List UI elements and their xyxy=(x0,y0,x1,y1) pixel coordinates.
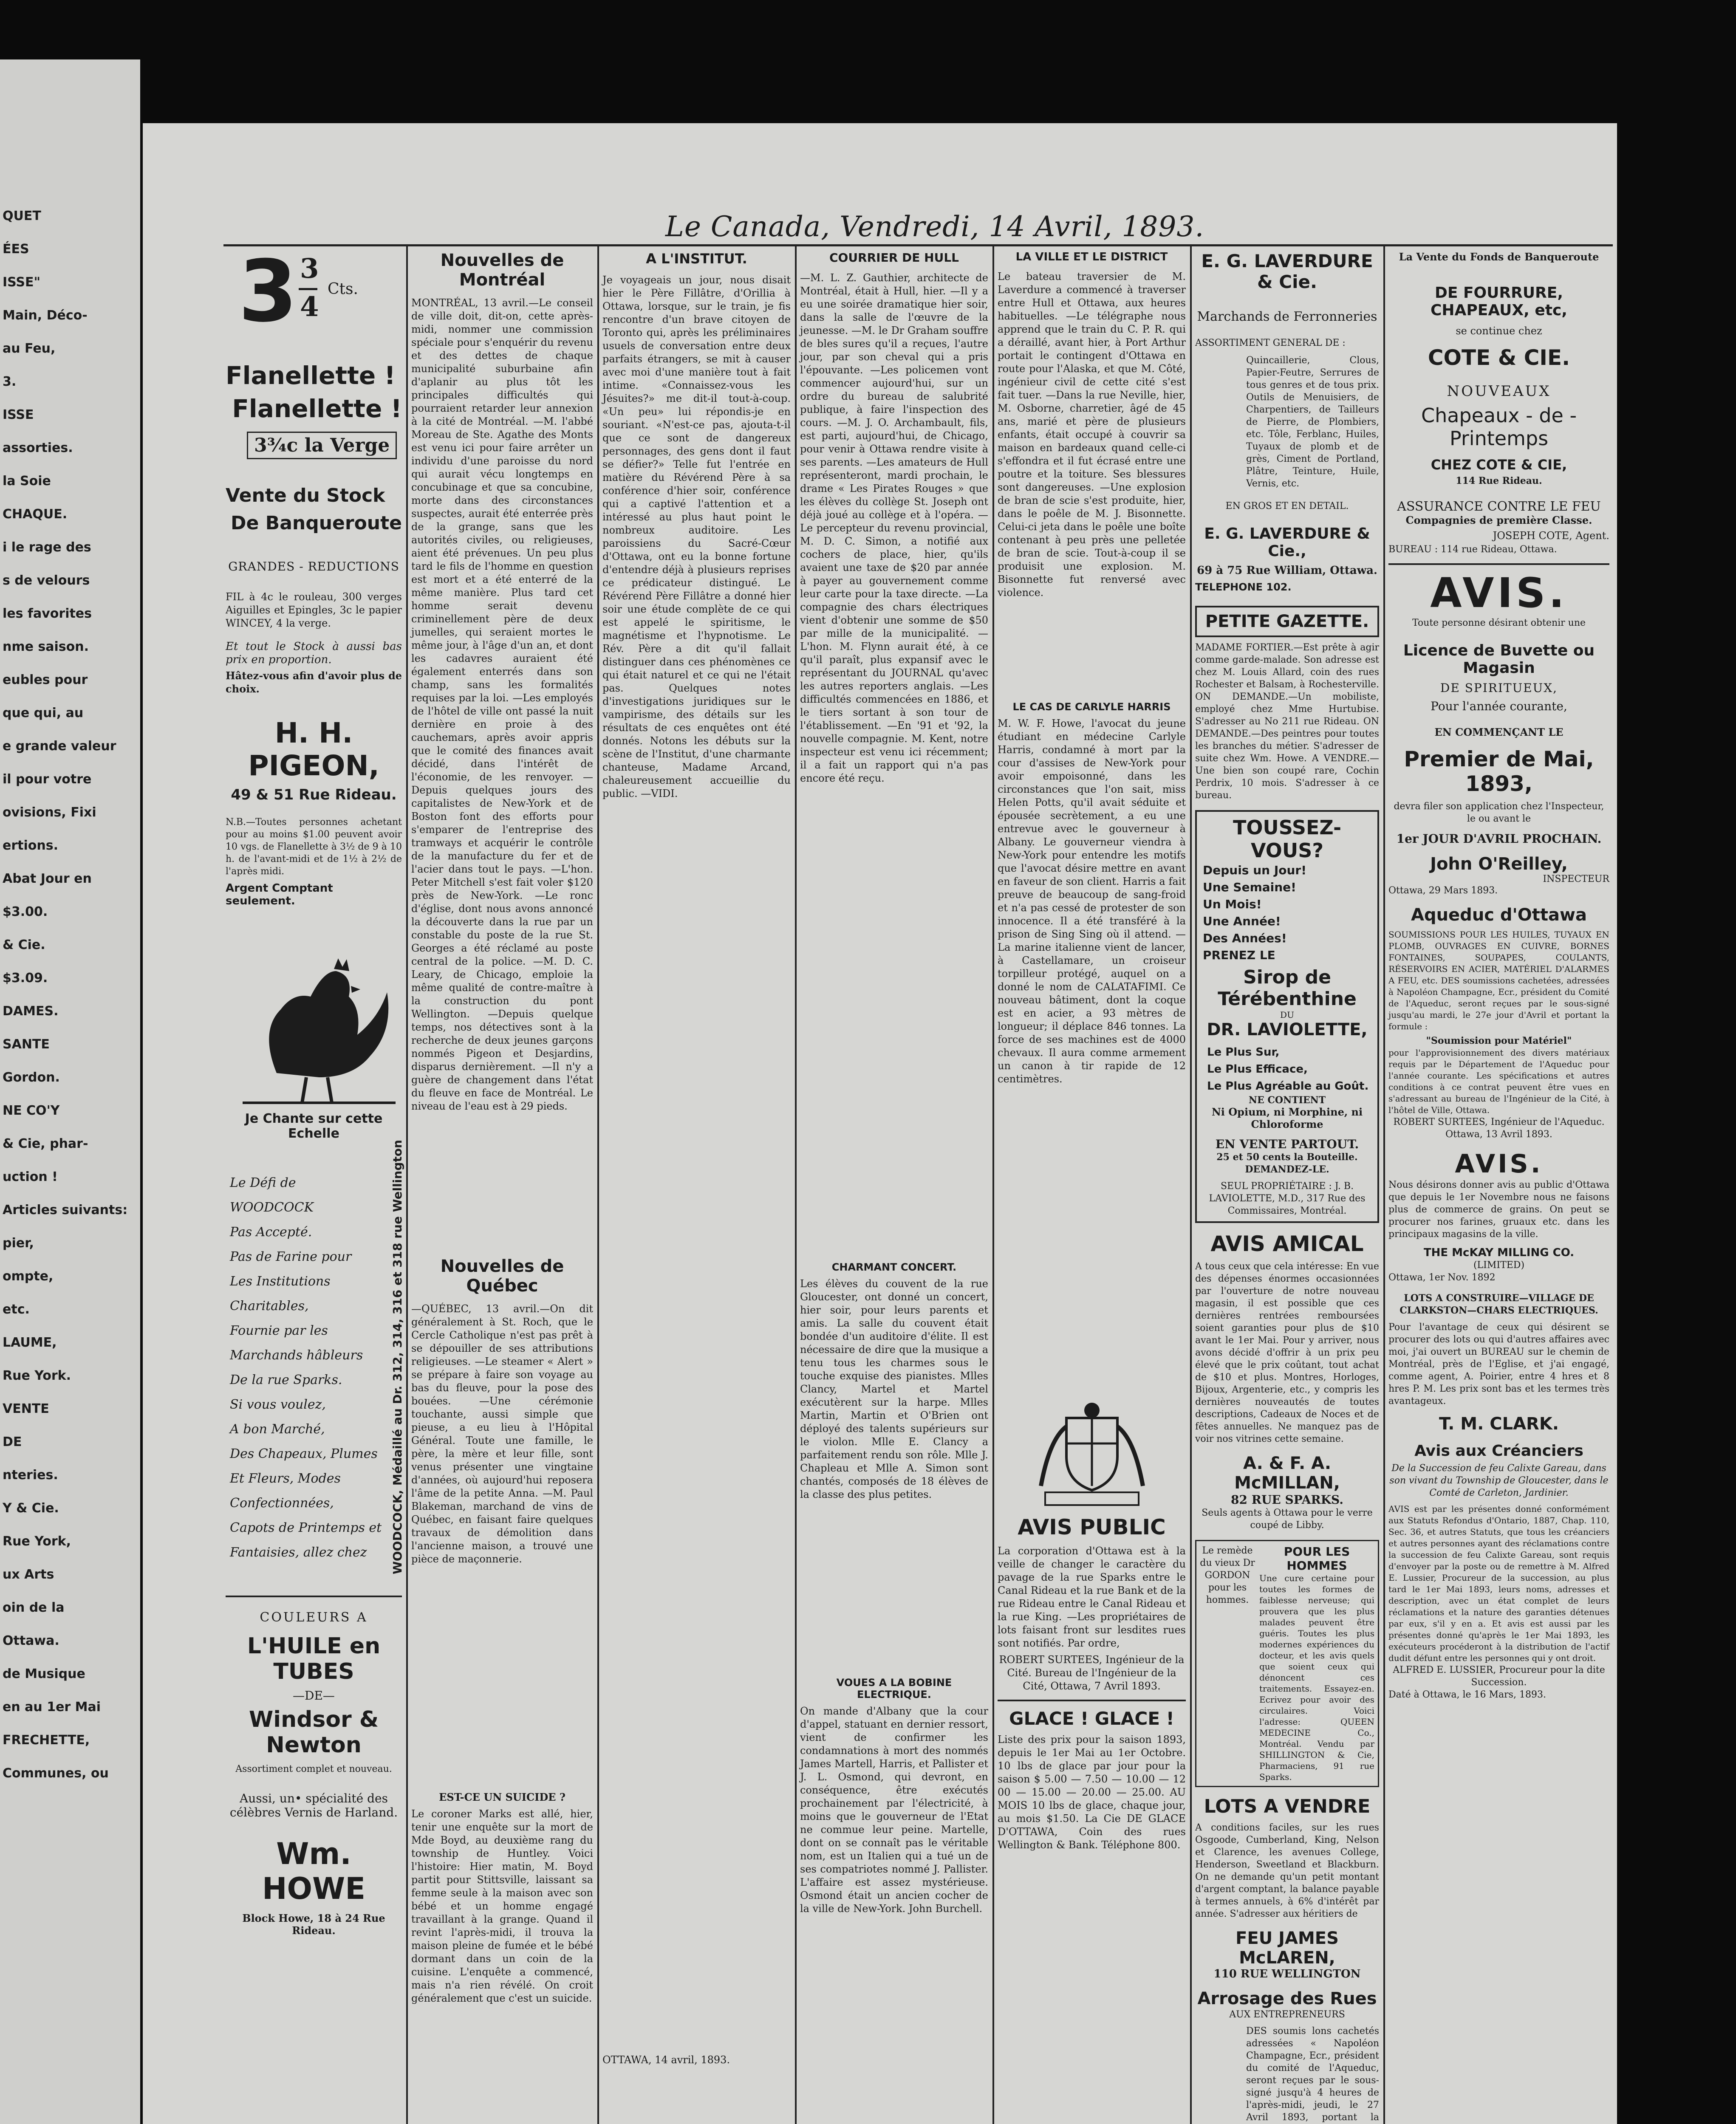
strip-line: Main, Déco- xyxy=(3,308,88,323)
mcmillan-addr: 82 RUE SPARKS. xyxy=(1230,1493,1344,1507)
assortment: Assortiment complet et nouveau. xyxy=(235,1764,392,1774)
lots-body: A conditions faciles, sur les rues Osgoode, Cumberland, King, Nelson et Clarence, les avenues College, Henderson, Sweetland et Blackburn. On ne demande qu'un petit montant d'argent comptant, la balance payable à termes annuels, à 6% d'intérêt par année. S'adresser aux héritiers de xyxy=(1195,1822,1379,1919)
oreilley: John O'Reilley, xyxy=(1430,854,1568,874)
de-label: —DE— xyxy=(293,1689,335,1703)
strip-line: DE xyxy=(3,1435,22,1449)
windsor-newton: Windsor & Newton xyxy=(249,1707,379,1758)
strip-line: Articles suivants: xyxy=(3,1203,128,1217)
merchant-address: 49 & 51 Rue Rideau. xyxy=(231,786,397,803)
strip-line: CHAQUE. xyxy=(3,507,68,522)
commencant: EN COMMENÇANT LE xyxy=(1434,726,1564,738)
quality-line: Le Plus Sur, xyxy=(1207,1046,1280,1059)
du-label: DU xyxy=(1280,1010,1294,1020)
ville-body: Le bateau traversier de M. Laverdure a commencé à traverser entre Hull et Ottawa, aux heures habituelles. —Le télégraphe nous apprend que le train du C. P. R. qui a déraillé, avant hier, à Port Arthur portait le contingent d'Ottawa en route pour l'Alaska, et que M. Côté, ingénieur civil de cette cité s'est fait tuer. —Dans la rue Neville, hier, M. Osborne, charretier, âgé de 45 ans, marié et père de plusieurs enfants, était occupé à couvrir sa maison en bardeaux quand celle-ci s'effondra et il fut écrasé entre une poutre et la toiture. Ses blessures sont dangereuses. —Une explosion de bran de scie s'est produite, hier, dans le poêle de M. J. Bisonnette. Celui-ci jeta dans le poêle une boîte contenant à peu près une pelletée de bran de scie. Tout-à-coup il se produisit une explosion. M. Bisonnette fut renversé avec violence. xyxy=(998,271,1186,599)
ne-contient: NE CONTIENT xyxy=(1248,1095,1326,1106)
strip-line: pier, xyxy=(3,1236,34,1251)
strip-line: LAUME, xyxy=(3,1335,57,1350)
per-yard: 3¾c la Verge xyxy=(247,432,397,459)
masthead-rule xyxy=(223,244,1613,246)
column-4-hull xyxy=(800,251,988,2124)
column-6-ads xyxy=(1195,251,1379,2124)
column-2-news xyxy=(411,251,593,2124)
arrosage-title: Arrosage des Rues xyxy=(1197,1989,1377,2008)
toussez-line: Un Mois! xyxy=(1203,897,1262,911)
strip-line: QUET xyxy=(3,209,41,223)
strip-line: & Cie, phar- xyxy=(3,1136,88,1151)
doctor-name: DR. LAVIOLETTE, xyxy=(1207,1020,1368,1039)
woodcock-line: Pas de Farine pour xyxy=(230,1249,352,1264)
no-opium: Ni Opium, ni Morphine, ni Chloroforme xyxy=(1211,1106,1363,1130)
strip-line: ÉES xyxy=(3,242,29,257)
woodcock-line: Si vous voulez, xyxy=(230,1397,326,1412)
strip-line: etc. xyxy=(3,1302,30,1317)
column-rule xyxy=(1383,246,1385,2124)
vente-partout: EN VENTE PARTOUT. xyxy=(1215,1137,1359,1151)
mckay-limited: (LIMITED) xyxy=(1473,1260,1525,1271)
annee-courante: Pour l'année courante, xyxy=(1431,699,1567,713)
fil-prices: FIL à 4c le rouleau, 300 verges Aiguilles et Epingles, 3c le papier WINCEY, 4 la verge. xyxy=(226,591,402,629)
aqueduc-title: Aqueduc d'Ottawa xyxy=(1411,905,1587,925)
toussez-line: Une Semaine! xyxy=(1203,880,1296,894)
strip-line: Ottawa. xyxy=(3,1633,59,1648)
price-ad xyxy=(226,242,402,348)
flanellette-2: Flanellette ! xyxy=(232,394,402,423)
oreilley-date: Ottawa, 29 Mars 1893. xyxy=(1388,885,1498,896)
concert-title: CHARMANT CONCERT. xyxy=(831,1261,957,1273)
strip-line: VENTE xyxy=(3,1401,49,1416)
couleurs: COULEURS A xyxy=(260,1610,368,1625)
woodcock-line: Les Institutions xyxy=(230,1274,331,1289)
hommes-left: Le remède du vieux Dr GORDON pour les hommes. xyxy=(1200,1545,1255,1605)
quality-line: Le Plus Efficace, xyxy=(1207,1063,1308,1076)
column-rule xyxy=(992,246,994,2124)
chapeaux: Chapeaux - de - Printemps xyxy=(1421,404,1577,450)
amical-body: A tous ceux que cela intéresse: En vue des dépenses énormes occasionnées par l'ouverture de notre nouveau magasin, il est possible que ces dernières rentrées remboursées soient garanties pour plus de $10 avant le 1er Mai. Pour y arriver, nous avons décidé d'offrir à un prix peu élevé que le prix coûtant, tout achat de $10 et plus. Montres, Horloges, Bijoux, Argenterie, etc., y compris les dernières nouveautés de toutes descriptions, Cadeaux de Noces et de fêtes annuelles. Ne manquez pas de voir nos vitrines cette semaine. xyxy=(1195,1261,1379,1444)
woodcock-line: Et Fleurs, Modes xyxy=(230,1471,341,1486)
concert-body: Les élèves du couvent de la rue Gloucester, ont donné un concert, hier soir, pour leurs parents et amis. La salle du couvent était bondée d'un auditoire d'élite. Il est nécessaire de dire que la musique a tenu tous les charmes sous le touche exquise des pianistes. Mlles Clancy, Martel et Martel exécutèrent sur la harpe. Mlles Martin, Martin et O'Brien ont déployé des talents supérieurs sur le violon. Mlle E. Clancy a parfaitement rendu son rôle. Mlle J. Chapleau et Mlle A. Simon sont chantés, composés de 18 élèves de la classe des plus petites. xyxy=(800,1278,988,1500)
gazette-title: PETITE GAZETTE. xyxy=(1205,612,1369,631)
merchant-name: H. H. PIGEON, xyxy=(248,717,379,782)
strip-line: $3.00. xyxy=(3,904,48,919)
previous-page-strip xyxy=(0,59,140,2124)
divider xyxy=(998,1700,1186,1701)
quality-line: Le Plus Agréable au Goût. xyxy=(1207,1080,1369,1093)
de-banqueroute: De Banqueroute xyxy=(230,512,402,534)
bobine-title: VOUES A LA BOBINE ELECTRIQUE. xyxy=(836,1677,952,1700)
clark-name: T. M. CLARK. xyxy=(1439,1414,1559,1434)
woodcock-line: Fantaisies, allez chez xyxy=(230,1545,367,1560)
arrosage-body: DES soumis lons cachetés adressées « Napoléon Champagne, Ecr., président du comité de l'Aqueduc, seront reçues par le sous-signé jusqu'à 4 heures de l'après-midi, jeudi, le 27 Avril 1893, portant la xyxy=(1246,2026,1379,2123)
woodcock-line: Des Chapeaux, Plumes xyxy=(230,1446,378,1461)
mcmillan-name: A. & F. A. McMILLAN, xyxy=(1234,1454,1340,1493)
laverdure-title: E. G. LAVERDURE & Cie. xyxy=(1201,251,1373,292)
lussier-date: Daté à Ottawa, le 16 Mars, 1893. xyxy=(1388,1689,1546,1700)
bureau: BUREAU : 114 rue Rideau, Ottawa. xyxy=(1388,544,1557,555)
clark-body: Pour l'avantage de ceux qui désirent se procurer des lots ou qui d'autres affaires avec moi, j'ai ouvert un BUREAU sur le chemin de Montréal, près de l'Eglise, et j'ai engagé, comme agent, A. Poirier, entre 4 hres et 8 hres P. M. Les prix sont bas et les termes très avantageux. xyxy=(1388,1322,1609,1407)
nouveaux: NOUVEAUX xyxy=(1447,383,1551,400)
aqueduc-sign: ROBERT SURTEES, Ingénieur de l'Aqueduc. Ottawa, 13 Avril 1893. xyxy=(1393,1117,1605,1140)
strip-line: SANTE xyxy=(3,1037,50,1052)
mckay: THE McKAY MILLING CO. xyxy=(1423,1246,1575,1259)
strip-line: oin de la xyxy=(3,1600,65,1615)
woodcock-line: A bon Marché, xyxy=(230,1422,325,1437)
laverdure-sub: Marchands de Ferronneries xyxy=(1197,309,1377,324)
devra: devra filer son application chez l'Inspecteur, le ou avant le xyxy=(1394,801,1604,824)
mclaren-name: FEU JAMES McLAREN, xyxy=(1236,1929,1339,1968)
price-numerator: 3 xyxy=(300,253,319,285)
avis-public-body: La corporation d'Ottawa est à la veille de changer le caractère du pavage de la rue Sparks entre le Canal Rideau et la rue Bank et de la rue Rideau entre le Canal Rideau et la rue King. —Les propriétaires de lots faisant front sur lesdites rues sont notifiés. Par ordre, xyxy=(998,1545,1186,1649)
aqueduc-body: SOUMISSIONS POUR LES HUILES, TUYAUX EN PLOMB, OUVRAGES EN CUIVRE, BORNES FONTAINES, SOUPAPES, COULANTS, RÉSERVOIRS EN ACIER, MATÉRIEL D'ALARMES A FEU, etc. DES soumissions cachetées, adressées à Napoléon Champagne, Ecr., président du Comité de l'Aqueduc, seront reçues par le sous-signé jusqu'au mardi, le 27e jour d'Avril et portant la formule : xyxy=(1388,929,1609,1031)
strip-line: 3. xyxy=(3,374,17,389)
inspecteur: INSPECTEUR xyxy=(1543,874,1609,884)
creanciers-sub: De la Succession de feu Calixte Gareau, dans son vivant du Township de Gloucester, dans le Comté de Carleton, Jardinier. xyxy=(1389,1463,1609,1498)
fonds-label: La Vente du Fonds de Banqueroute xyxy=(1399,251,1599,263)
lots-title: LOTS A VENDRE xyxy=(1204,1796,1371,1817)
hatez: Hâtez-vous afin d'avoir plus de choix. xyxy=(226,669,402,695)
qualities xyxy=(1203,1044,1371,1095)
hommes-ad xyxy=(1195,1540,1379,1787)
telephone: TELEPHONE 102. xyxy=(1195,581,1292,593)
creanciers-title: Avis aux Créanciers xyxy=(1414,1442,1583,1460)
woodcock-line: Capots de Printemps et xyxy=(230,1520,382,1535)
hull-body: —M. L. Z. Gauthier, architecte de Montréal, était à Hull, hier. —Il y a eu une soirée dramatique hier soir, dans la salle de l'œuvre de la jeunesse. —M. le Dr Graham souffre de bles sures qu'il a reçues, l'autre jour, par son cheval qui a pris l'épouvante. —Les policemen vont commencer aujourd'hui, sur un ordre du bureau de salubrité publique, à faire l'inspection des cours. —M. J. O. Archambault, fils, est parti, aujourd'hui, de Chicago, pour venir à Ottawa rendre visite à ses parents. —Les amateurs de Hull représenteront, mardi prochain, le drame « Les Pirates Rouges » que les élèves du collège St. Joseph ont déjà joué au collège et à l'opéra. —Le percepteur du revenu provincial, M. D. C. Simon, a notifié aux cochers de place, hier, qu'ils avaient une taxe de $20 par année à payer au gouvernement comme leur carte pour la taxe directe. —La compagnie des chars électriques vient d'obtenir une somme de $50 par mille de la municipalité. —L'hon. M. Flynn aurait été, à ce qu'il paraît, plus expansif avec le représentant du JOURNAL qu'avec les autres reporters anglais. —Les difficultés commencées en 1886, et le tiers sortant à son tour de l'établissement. —En '91 et '92, la nouvelle compagnie. M. Kent, notre inspecteur est venu ici récemment; il a fait un rapport qui n'a pas encore été reçu. xyxy=(800,272,988,784)
strip-line: la Soie xyxy=(3,474,51,489)
rue-rideau: 114 Rue Rideau. xyxy=(1456,475,1542,486)
continue: se continue chez xyxy=(1456,325,1542,337)
harland: Aussi, un• spécialité des célèbres Vernis de Harland. xyxy=(229,1791,398,1819)
strip-line: ISSE" xyxy=(3,275,41,290)
hommes-title: POUR LES HOMMES xyxy=(1284,1545,1350,1573)
strip-line: il pour votre xyxy=(3,772,92,787)
glace-body: Liste des prix pour la saison 1893, depuis le 1er Mai au 1er Octobre. 10 lbs de glace par jour pour la saison $ 5.00 — 7.50 — 10.00 — 12 00 — 15.00 — 20.00 — 25.00. AU MOIS 10 lbs de glace, chaque jour, au mois $1.50. La Cie DE GLACE D'OTTAWA, Coin des rues Wellington & Bank. Téléphone 800. xyxy=(998,1734,1186,1851)
strip-line: ertions. xyxy=(3,838,58,853)
strip-line: ovisions, Fixi xyxy=(3,805,96,820)
institut-title: A L'INSTITUT. xyxy=(646,251,747,267)
woodcock-line: Marchands hâbleurs xyxy=(230,1348,363,1363)
divider xyxy=(1388,563,1609,565)
masthead: Le Canada, Vendredi, 14 Avril, 1893. xyxy=(665,210,1204,243)
woodcock-line: Fournie par les xyxy=(230,1323,328,1338)
joseph-cote: JOSEPH COTE, Agent. xyxy=(1493,530,1609,542)
woodcock-line: Le Défi de xyxy=(230,1175,296,1190)
amical-title: AVIS AMICAL xyxy=(1210,1231,1364,1256)
strip-line: s de velours xyxy=(3,573,90,588)
bobine-body: On mande d'Albany que la cour d'appel, statuant en dernier ressort, vient de confirmer les condamnations à mort des nommés James Martell, Harris, et Pallister et J. L. Osmond, qui devront, en conséquence, être exécutés prochainement par l'électricité, à moins que le gouverneur de l'Etat ne commue leur peine. Martelle, dont on se connaît pas le véritable nom, est un Italien qui a tué un de ses compatriotes nommé J. Pallister. L'affaire est assez mystérieuse. Osmond était un ancien cocher de la ville de New-York. John Burchell. xyxy=(800,1705,988,1915)
avril: 1er JOUR D'AVRIL PROCHAIN. xyxy=(1396,832,1602,846)
toussez-line: Depuis un Jour! xyxy=(1203,863,1307,877)
creanciers-body: AVIS est par les présentes donné conformément aux Statuts Refondus d'Ontario, 1887, Chap. 110, Sec. 36, et autres Statuts, que tous les créanciers et autres personnes ayant des réclamations contre la succession de feu Calixte Gareau, sont requis d'envoyer par la poste ou de remettre à M. Alfred E. Lussier, Procureur de la succession, au plus tard le 1er Mai 1893, leurs noms, adresses et description, avec un état complet de leurs réclamations et la nature des garanties détenues par eux, s'il y en a. Et avis est aussi par les présentes donné qu'après le 1er Mai 1893, les exécuteurs procéderont à la distribution de l'actif dudit défunt entre les personnes qui y ont droit. xyxy=(1388,1504,1609,1663)
cote-cie-1: COTE & CIE. xyxy=(1428,345,1570,370)
suicide-body: Le coroner Marks est allé, hier, tenir une enquête sur la mort de Mde Boyd, au deuxième rang du township de Huntley. Voici l'histoire: Hier matin, M. Boyd partit pour Stittsville, laissant sa femme seule à la maison avec son bébé et un homme engagé travaillant à la grange. Quand il revint l'après-midi, il trouva la maison pleine de fumée et le bébé dormant dans un coin de la cuisine. L'enquête a commencé, mais n'a rien révélé. On croit généralement que c'est un suicide. xyxy=(411,1808,593,2004)
avis-title-2: AVIS. xyxy=(1455,1149,1543,1179)
lots-clarkston: LOTS A CONSTRUIRE—VILLAGE DE CLARKSTON—CHARS ELECTRIQUES. xyxy=(1400,1293,1598,1316)
column-1-ads xyxy=(226,242,404,2124)
ville-title: LA VILLE ET LE DISTRICT xyxy=(1015,251,1168,263)
strip-line: i le rage des xyxy=(3,540,91,555)
premier-mai: Premier de Mai, 1893, xyxy=(1404,747,1594,796)
strip-line: & Cie. xyxy=(3,938,45,952)
aqueduc-more: pour l'approvisionnement des divers matériaux requis par le Département de l'Aqueduc pour l'année courante. Les spécifications et autres conditions à ce contrat peuvent être vues en s'adressant au bureau de l'Ingénieur de la Cité, à l'hôtel de Ville, Ottawa. xyxy=(1388,1048,1609,1115)
spiritueux: DE SPIRITUEUX, xyxy=(1440,681,1558,695)
strip-line: DAMES. xyxy=(3,1004,59,1019)
column-rule xyxy=(795,246,797,2124)
gros-detail: EN GROS ET EN DETAIL. xyxy=(1225,501,1349,511)
strip-line: NE CO'Y xyxy=(3,1103,60,1118)
strip-line: Communes, ou xyxy=(3,1766,109,1781)
grandes-reductions: GRANDES - REDUCTIONS xyxy=(228,559,399,573)
column-7-ads xyxy=(1388,251,1609,2124)
aqueduc-materiel: "Soumission pour Matériel" xyxy=(1426,1035,1572,1046)
arrosage-sub: AUX ENTREPRENEURS xyxy=(1229,2009,1345,2020)
quebec-body: —QUÉBEC, 13 avril.—On dit généralement à St. Roch, que le Cercle Catholique n'est pas prêt à se dépouiller de ses attributions religieuses. —Le steamer « Alert » se prépare à faire son voyage au bas du fleuve, pour la pose des bouées. —Une cérémonie touchante, aussi simple que pieuse, a eu lieu à l'Hôpital Général. Toute une famille, le père, la mère et leur fille, sont venus présenter une vingtaine d'années, où aujourd'hui reposera l'âme de la petite Anna. —M. Paul Blakeman, marchand de vins de Québec, en faisant faire quelques travaux de démolition dans l'ancienne maison, a trouvé une pièce de maçonnerie. xyxy=(411,1303,593,1565)
strip-line: nteries. xyxy=(3,1468,58,1483)
column-rule xyxy=(597,246,599,2124)
avis-body-1: Toute personne désirant obtenir une xyxy=(1412,618,1586,628)
strip-line: e grande valeur xyxy=(3,739,116,754)
rooster-illustration xyxy=(226,946,402,1107)
strip-line: uction ! xyxy=(3,1169,58,1184)
huile-tubes: L'HUILE en TUBES xyxy=(247,1633,381,1684)
woodcock-line: Confectionnées, xyxy=(230,1496,334,1511)
divider xyxy=(226,1596,402,1597)
toussez-line: PRENEZ LE xyxy=(1203,948,1275,962)
strip-line: eubles pour xyxy=(3,672,88,687)
bottle-price: 25 et 50 cents la Bouteille. DEMANDEZ-LE. xyxy=(1216,1152,1358,1175)
avis-public-sign: ROBERT SURTEES, Ingénieur de la Cité. Bureau de l'Ingénieur de la Cité, Ottawa, 7 Avril 1893. xyxy=(999,1654,1185,1692)
toussez-lines xyxy=(1203,862,1371,964)
woodcock-line: WOODCOCK xyxy=(230,1200,314,1215)
suicide-title: EST-CE UN SUICIDE ? xyxy=(439,1791,565,1803)
strip-line: Y & Cie. xyxy=(3,1501,59,1516)
strip-line: nme saison. xyxy=(3,639,89,654)
strip-text xyxy=(3,200,136,1790)
avis-body-2: Nous désirons donner avis au public d'Ottawa que depuis le 1er Novembre nous ne faisons plus de commerce de grains. On peut se procurer nos farines, gruaux etc. dans les principaux magasins de la ville. xyxy=(1388,1180,1609,1240)
montreal-body: MONTRÉAL, 13 avril.—Le conseil de ville doit, dit-on, cette après-midi, nommer une commission spéciale pour s'enquérir du revenu et des dettes de chaque municipalité suburbaine afin d'aplanir au plus tôt les principales difficultés qui pourraient retarder leur annexion à la cité de Montréal. —M. l'abbé Moreau de Ste. Agathe des Monts est venu ici pour faire arrêter un individu d'une paroisse du nord qui aurait vécu longtemps en concubinage et que sa concubine, morte dans des circonstances suspectes, aurait été enterrée près de la grange, sans que les autorités civiles, ou religieuses, aient été prévenues. Un peu plus tard le fils de l'homme en question est mort et a été enterré de la même manière. Plus tard cet homme serait devenu criminellement père de deux jumelles, qui seraient mortes le même jour, à l'âge d'un an, et dont les cadavres auraient été également enterrés dans son champ, sans les formalités requises par la loi. —Les employés de l'hôtel de ville ont passé la nuit dernière en proie à des cauchemars, après avoir appris que le comité des finances avait décidé, dans l'intérêt de l'économie, de les renvoyer. —Depuis quelques jours des capitalistes de New-York et de Boston font des efforts pour s'emparer de l'entreprise des tramways et acquérir le contrôle de la manufacture du fer et de l'acier dans tout le pays. —L'hon. Peter Mitchell s'est fait voler $120 près de New-York. —Le ronc d'église, dont nous avons annoncé la découverte dans la rue par un constable du poste de la rue St. Georges a été réclamé au poste central de la police. —M. D. C. Leary, de Chicago, emploie la même qualité de contre-maître à la construction du pont Wellington. —Depuis quelque temps, nos détectives sont à la recherche de deux jeunes garçons nommés Pigeon et Desjardins, disparus dernièrement. —Il n'y a guère de changement dans l'état du fleuve en face de Montréal. Le niveau de l'eau est à 29 pieds. xyxy=(411,297,593,1112)
woodcock-line: De la rue Sparks. xyxy=(230,1373,342,1387)
woodcock-line: Pas Accepté. xyxy=(230,1225,312,1240)
laverdure-addr: 69 à 75 Rue William, Ottawa. xyxy=(1197,564,1377,577)
strip-line: ux Arts xyxy=(3,1567,54,1582)
gazette-body: MADAME FORTIER.—Est prête à agir comme garde-malade. Son adresse est chez M. Louis Allard, coin des rues Rochester et Balsam, à Rochesterville. ON DEMANDE.—Un mobiliste, employé chez Mme Hurtubise. S'adresser au No 211 rue Rideau. ON DEMANDE.—Des peintres pour toutes les branches du métier. S'adresser de suite chez Wm. Howe. A VENDRE.—Une bien son coupé rare, Cochin Perdrix, 10 mois. S'adresser à ce bureau. xyxy=(1195,642,1379,801)
price-unit: Cts. xyxy=(328,280,358,298)
assurance: ASSURANCE CONTRE LE FEU xyxy=(1397,499,1601,514)
hommes-body: Une cure certaine pour toutes les formes de faiblesse nerveuse; qui prouvera que les plus malades peuvent être guéris. Toutes les plus modernes expériences du docteur, et les avis quels que soient ceux qui dénoncent ces traitements. Essayez-en. Ecrivez pour avoir des circulaires. Voici l'adresse: QUEEN MEDECINE Co., Montréal. Vendu par SHILLINGTON & Cie, Pharmaciens, 91 rue Sparks. xyxy=(1259,1573,1374,1782)
strip-line: au Feu, xyxy=(3,341,56,356)
strip-line: ompte, xyxy=(3,1269,54,1284)
strip-line: FRECHETTE, xyxy=(3,1733,90,1748)
column-rule xyxy=(406,246,408,2124)
sirop-title: Sirop de Térébenthine xyxy=(1218,966,1357,1010)
carlyle-body: M. W. F. Howe, l'avocat du jeune étudiant en médecine Carlyle Harris, condamné à mort par la cour d'assises de New-York pour avoir empoisonné, dans les circonstances que l'on sait, miss Helen Potts, qu'il avait séduite et épousée secrètement, a eu une entrevue avec le gouverneur à Albany. Le gouverneur viendra à New-York pour entendre les motifs que l'avocat désire mettre en avant en faveur de son client. Harris a fait preuve de beaucoup de sang-froid et n'a pas cessé de protester de son innocence. Il a été transféré à la prison de Sing Sing où il attend. —La marine italienne vient de lancer, à Castellamare, un croiseur torpilleur protégé, auquel on a donné le nom de CALATAFIMI. Ce nouveau bâtiment, dont la coque est en acier, a 93 mètres de longueur; il déplace 846 tonnes. La force de ses machines est de 4000 chevaux. Il aura comme armement un canon à tir rapide de 12 centimètres. xyxy=(998,717,1186,1085)
avis-title-1: AVIS. xyxy=(1430,569,1568,617)
column-rule xyxy=(1190,246,1192,2124)
hull-title: COURRIER DE HULL xyxy=(829,251,959,265)
avis-public-title: AVIS PUBLIC xyxy=(1018,1515,1166,1539)
howe-address: Block Howe, 18 à 24 Rue Rideau. xyxy=(242,1912,385,1937)
rooster-caption: Je Chante sur cette Echelle xyxy=(245,1111,383,1141)
column-5-ville xyxy=(998,251,1186,2124)
price-whole: 3 xyxy=(238,242,298,341)
toussez-line: Des Années! xyxy=(1203,931,1287,945)
coat-of-arms xyxy=(998,1401,1186,1513)
cash-only: Argent Comptant seulement. xyxy=(226,882,333,907)
column-3-institut xyxy=(602,251,791,2124)
howe-name: Wm. HOWE xyxy=(262,1836,366,1906)
strip-line: de Musique xyxy=(3,1666,85,1681)
assort-items: Quincaillerie, Clous, Papier-Feutre, Serrures de tous genres et de tous prix. Outils de Menuisiers, de Charpentiers, de Tailleurs de Pierre, de Plombiers, etc. Tôle, Ferblanc, Huiles, Tuyaux de plomb et de grès, Ciment de Portland, Plâtre, Teinture, Huile, Vernis, etc. xyxy=(1246,355,1379,489)
woodcock-line: Charitables, xyxy=(230,1299,309,1313)
licence: Licence de Buvette ou Magasin xyxy=(1403,642,1595,677)
strip-line: assorties. xyxy=(3,441,73,455)
fourrure: DE FOURRURE, CHAPEAUX, etc, xyxy=(1431,284,1567,319)
institut-body: Je voyageais un jour, nous disait hier le Père Fillâtre, d'Orillia à Ottawa, lorsque, sur le train, je fis rencontre d'un brave citoyen de Toronto qui, après les préliminaires usuels de conversation entre deux parfaits étrangers, se mit à causer avec moi d'une manière tout à fait intime. «Connaissez-vous les Jésuites?» me dit-il tout-à-coup. «Un peu» lui répondis-je en souriant. «N'est-ce pas, ajouta-t-il que ce sont de dangereux personnages, des gens dont il faut se défier?» Telle fut l'entrée en matière du Révérend Père à sa conférence d'hier soir, conférence qui a captivé l'attention et a intéressé au plus haut point le nombreux auditoire. Les paroissiens du Sacré-Cœur d'Ottawa, ont eu la bonne fortune d'entendre déjà à plusieurs reprises ce prédicateur distingué. Le Révérend Père Fillâtre a donné hier soir une étude complète de ce qui est appelé le spiritisme, le magnétisme et l'hypnotisme. Le Rév. Père a dit qu'il fallait distinguer dans ces phénomènes ce qui était naturel et ce qui ne l'était pas. Quelques notes d'investigations juridiques sur le vampirisme, des détails sur les résultats de ces enquêtes ont été donnés. Notons les débuts sur la scène de l'Institut, d'une charmante chanteuse, Madame Arcand, chaleureusement accueillie du public. —VIDI. xyxy=(602,274,791,799)
strip-line: les favorites xyxy=(3,606,92,621)
strip-line: Rue York. xyxy=(3,1368,71,1383)
quebec-title: Nouvelles de Québec xyxy=(440,1257,564,1296)
vente-stock: Vente du Stock xyxy=(226,485,385,506)
gazette-box xyxy=(1195,606,1379,637)
price-fraction-bar xyxy=(299,288,317,290)
chez-cote: CHEZ COTE & CIE, xyxy=(1431,457,1567,473)
price-denominator: 4 xyxy=(300,291,319,323)
newspaper-page xyxy=(143,123,1617,2124)
mckay-date: Ottawa, 1er Nov. 1892 xyxy=(1388,1272,1496,1283)
proprietor: SEUL PROPRIÉTAIRE : J. B. LAVIOLETTE, M.D., 317 Rue des Commissaires, Montréal. xyxy=(1209,1181,1366,1216)
toussez-ad xyxy=(1195,810,1379,1223)
toussez-line: Une Année! xyxy=(1203,914,1281,928)
woodcock-vertical: WOODCOCK, Médaillé au Dr. 312, 314, 316 et 318 rue Wellington xyxy=(390,1140,404,1574)
tout-stock: Et tout le Stock à aussi bas prix en proportion. xyxy=(226,640,402,666)
glace-title: GLACE ! GLACE ! xyxy=(1009,1708,1174,1729)
strip-line: $3.09. xyxy=(3,971,48,986)
institut-dateline: OTTAWA, 14 avril, 1893. xyxy=(602,2054,730,2066)
carlyle-title: LE CAS DE CARLYLE HARRIS xyxy=(1012,701,1171,713)
strip-line: Gordon. xyxy=(3,1070,60,1085)
assort-label: ASSORTIMENT GENERAL DE : xyxy=(1195,338,1346,348)
strip-line: en au 1er Mai xyxy=(3,1700,101,1714)
flanellette-1: Flanellette ! xyxy=(226,361,396,390)
montreal-title: Nouvelles de Montréal xyxy=(440,251,564,290)
compagnies: Compagnies de première Classe. xyxy=(1405,514,1592,526)
strip-line: Rue York, xyxy=(3,1534,71,1549)
laverdure-name2: E. G. LAVERDURE & Cie., xyxy=(1204,525,1370,560)
strip-line: Abat Jour en xyxy=(3,871,92,886)
nb-note: N.B.—Toutes personnes achetant pour au moins $1.00 peuvent avoir 10 vgs. de Flanellette à 3½ de 9 à 10 h. de l'avant-midi et de 1½ à 2½ de l'après midi. xyxy=(226,817,402,877)
mcmillan-note: Seuls agents à Ottawa pour le verre coupé de Libby. xyxy=(1202,1508,1373,1531)
lussier: ALFRED E. LUSSIER, Procureur pour la dite Succession. xyxy=(1393,1665,1605,1688)
strip-line: ISSE xyxy=(3,407,34,422)
toussez-title: TOUSSEZ-VOUS? xyxy=(1233,816,1342,862)
woodcock-poem xyxy=(226,1171,383,1565)
woodcock-ad xyxy=(226,1140,404,1587)
mclaren-addr: 110 RUE WELLINGTON xyxy=(1213,1968,1361,1980)
strip-line: que qui, au xyxy=(3,706,84,720)
